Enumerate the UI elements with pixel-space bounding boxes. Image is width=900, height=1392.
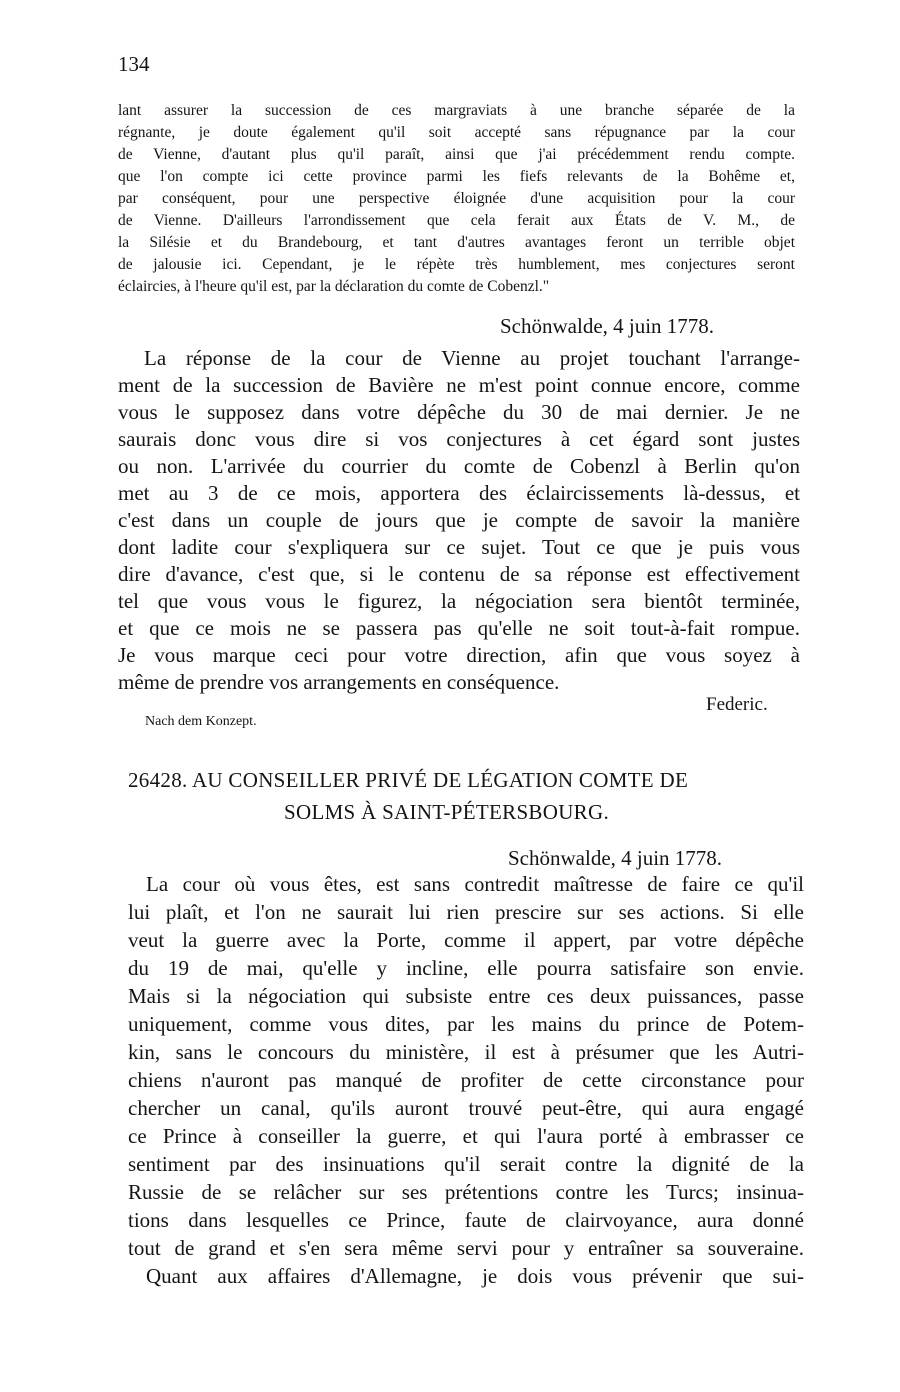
page-number: 134 [118, 52, 150, 76]
letter1-line: tel que vous vous le figurez, la négociation sera bientôt terminée, [118, 589, 800, 613]
letter1-line: dire d'avance, c'est que, si le contenu de sa réponse est effectivement [118, 562, 800, 586]
letter2-dateline: Schönwalde, 4 juin 1778. [508, 846, 723, 870]
quote-line: de Vienne. D'ailleurs l'arrondissement que cela ferait aux États de V. M., de [118, 212, 795, 229]
letter1-dateline: Schönwalde, 4 juin 1778. [500, 314, 715, 338]
letter1-line: même de prendre vos arrangements en conséquence. [118, 670, 560, 694]
quote-line: régnante, je doute également qu'il soit accepté sans répugnance par la cour [118, 124, 795, 141]
letter1-line: dont ladite cour s'expliquera sur ce sujet. Tout ce que je puis vous [118, 535, 800, 559]
letter1-line: et que ce mois ne se passera pas qu'elle ne soit tout-à-fait rompue. [118, 616, 800, 640]
quote-line: par conséquent, pour une perspective éloignée d'une acquisition pour la cour [118, 190, 795, 207]
letter1-line: ou non. L'arrivée du courrier du comte de Cobenzl à Berlin qu'on [118, 454, 800, 478]
letter1-line: La réponse de la cour de Vienne au projet touchant l'arrange- [144, 346, 800, 370]
letter1-line: vous le supposez dans votre dépêche du 30 de mai dernier. Je ne [118, 400, 800, 424]
quote-line: lant assurer la succession de ces margraviats à une branche séparée de la [118, 102, 795, 119]
letter2-line: La cour où vous êtes, est sans contredit maîtresse de faire ce qu'il [146, 872, 804, 896]
letter2-line: uniquement, comme vous dites, par les mains du prince de Potem- [128, 1012, 804, 1036]
letter2-line: Russie de se relâcher sur ses prétentions contre les Turcs; insinua- [128, 1180, 804, 1204]
letter2-line: veut la guerre avec la Porte, comme il appert, par votre dépêche [128, 928, 804, 952]
letter2-line: tout de grand et s'en sera même servi pour y entraîner sa souveraine. [128, 1236, 804, 1260]
letter2-line: Mais si la négociation qui subsiste entre ces deux puissances, passe [128, 984, 804, 1008]
letter1-line: ment de la succession de Bavière ne m'est point connue encore, comme [118, 373, 800, 397]
letter2-heading-line1: 26428. AU CONSEILLER PRIVÉ DE LÉGATION COMTE DE [128, 768, 689, 792]
letter2-line: chiens n'auront pas manqué de profiter de cette circonstance pour [128, 1068, 804, 1092]
source-note: Nach dem Konzept. [145, 714, 257, 729]
quote-line: de jalousie ici. Cependant, je le répète très humblement, mes conjectures seront [118, 256, 795, 273]
quote-line: que l'on compte ici cette province parmi les fiefs relevants de la Bohême et, [118, 168, 795, 185]
quote-line: la Silésie et du Brandebourg, et tant d'autres avantages feront un terrible objet [118, 234, 795, 251]
letter1-line: saurais donc vous dire si vos conjectures à cet égard sont justes [118, 427, 800, 451]
letter2-line: Quant aux affaires d'Allemagne, je dois vous prévenir que sui- [146, 1264, 804, 1288]
letter2-line: sentiment par des insinuations qu'il serait contre la dignité de la [128, 1152, 804, 1176]
letter2-line: tions dans lesquelles ce Prince, faute de clairvoyance, aura donné [128, 1208, 804, 1232]
letter1-line: met au 3 de ce mois, apportera des éclaircissements là-dessus, et [118, 481, 800, 505]
letter2-line: du 19 de mai, qu'elle y incline, elle pourra satisfaire son envie. [128, 956, 804, 980]
letter2-line: chercher un canal, qu'ils auront trouvé peut-être, qui aura engagé [128, 1096, 804, 1120]
letter1-line: Je vous marque ceci pour votre direction, afin que vous soyez à [118, 643, 800, 667]
quote-line: éclaircies, à l'heure qu'il est, par la déclaration du comte de Cobenzl." [118, 278, 550, 295]
quote-line: de Vienne, d'autant plus qu'il paraît, ainsi que j'ai précédemment rendu compte. [118, 146, 795, 163]
letter2-line: ce Prince à conseiller la guerre, et qui l'aura porté à embrasser ce [128, 1124, 804, 1148]
letter1-signature: Federic. [706, 694, 768, 715]
letter2-heading-line2: SOLMS À SAINT-PÉTERSBOURG. [284, 800, 609, 824]
letter2-line: kin, sans le concours du ministère, il est à présumer que les Autri- [128, 1040, 804, 1064]
letter1-line: c'est dans un couple de jours que je compte de savoir la manière [118, 508, 800, 532]
letter2-line: lui plaît, et l'on ne saurait lui rien prescire sur ses actions. Si elle [128, 900, 804, 924]
